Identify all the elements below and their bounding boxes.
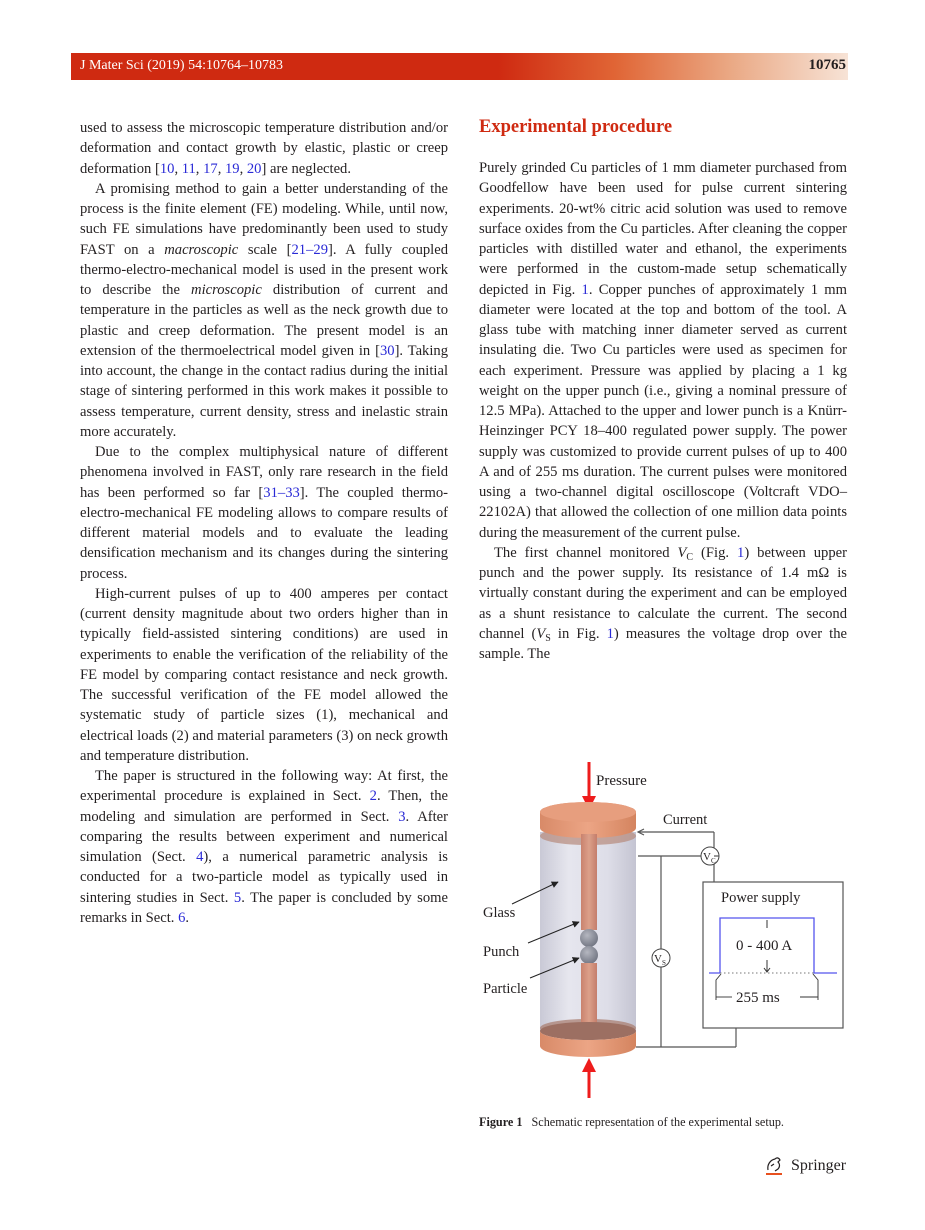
figure-caption-label: Figure 1: [479, 1115, 523, 1129]
paragraph: The paper is structured in the following way: At first, the experimental procedure is explained in Sect. 2. Then, the modeling and simulation are performed in Sect. 3. After comparing the results between experiment and numerical simulation (Sect. 4), a numerical parametric analysis is conducted for a two-particle model as typically used in sintering studies in Sect. 5. The paper is concluded by some remarks in Sect. 6.: [80, 768, 448, 926]
publisher-logo: [763, 1155, 846, 1177]
amplitude-label: 0 - 400 A: [736, 938, 793, 954]
svg-text:V: V: [654, 953, 662, 965]
voltmeter-vs-icon: [652, 949, 670, 967]
svg-text:V: V: [703, 851, 711, 863]
circuit-wires: [636, 832, 736, 1047]
springer-horse-icon: [763, 1155, 785, 1177]
citation-link[interactable]: 17: [203, 160, 218, 177]
citation-link[interactable]: 10: [159, 160, 175, 177]
citation-link[interactable]: 30: [379, 342, 395, 359]
particle-bottom: [580, 946, 598, 964]
figure-link[interactable]: 1: [581, 281, 589, 298]
particle-label: Particle: [483, 981, 528, 997]
paragraph: used to assess the microscopic temperature distribution and/or deformation and contact growth by elastic, plastic or creep deformation [10, 11, 17, 19, 20] are neglected.: [80, 120, 448, 177]
section-link[interactable]: 5: [233, 889, 242, 906]
section-link[interactable]: 2: [369, 788, 377, 805]
figure-link[interactable]: 1: [606, 625, 614, 642]
paragraph: The first channel monitored $V_C$ (Fig. 1) between upper punch and the power supply. Its resistance of 1.4 mΩ is virtually constant during the experiment and can be employed as a shunt resistance to calculate the current. The second channel ($V_S$ in Fig. 1) measures the voltage drop over the sample. The: [479, 544, 848, 662]
section-heading: Experimental procedure: [479, 117, 673, 137]
right-column: [479, 158, 847, 664]
section-link[interactable]: 4: [196, 849, 204, 865]
current-label: Current: [663, 812, 708, 828]
journal-citation: J Mater Sci (2019) 54:10764–10783: [80, 58, 283, 73]
paragraph: Purely grinded Cu particles of 1 mm diameter purchased from Goodfellow have been used for pulse current sintering experiments. 20-wt% citric acid solution was used to remove surface oxides from the Cu particles. After cleaning the copper particles with distilled water and ethanol, the experiments were performed in the custom-made setup schematically depicted in Fig. 1. Copper punches of approximately 1 mm diameter were located at the top and bottom of the tool. A glass tube with matching inner diameter served as current insulating die. Two Cu particles were used as specimen for each experiment. Pressure was applied by placing a 1 kg weight on the upper punch (i.e., giving a nominal pressure of 12.5 MPa). Attached to the upper and lower punch is a Knürr-Heinzinger PCY 18–400 regulated power supply. The power supply was customized to provide current pulses of up to 400 A and of 255 ms duration. The current pulses were monitored using a two-channel digital oscilloscope (Voltcraft VDO–22102A) that allowed the collection of one million data points during the measurement of the current pulse.: [479, 160, 847, 541]
lower-punch: [581, 963, 597, 1029]
svg-text:S: S: [662, 959, 666, 967]
paragraph: High-current pulses of up to 400 amperes per contact (current density magnitude about two orders higher than in typically field-assisted sintering conditions) are used in experiments to enable the verification of the reliability of the FE model by comparing contact resistance and neck growth. The successful verification of the FE model allowed the systematic study of particle sizes (1), mechanical and electrical loads (2) and material parameters (3) on neck growth and temperature distribution.: [80, 585, 448, 764]
pressure-label: Pressure: [596, 773, 647, 789]
glass-label: Glass: [483, 905, 516, 921]
citation-link[interactable]: 19: [224, 160, 240, 177]
pressure-arrow-bottom: [582, 1058, 596, 1098]
section-link[interactable]: 6: [178, 909, 186, 926]
publisher-name: Springer: [791, 1157, 847, 1174]
upper-punch: [581, 834, 597, 930]
left-column: [80, 118, 448, 928]
power-supply-label: Power supply: [721, 890, 801, 906]
page-number: 10765: [808, 57, 846, 73]
running-header: [71, 53, 848, 80]
citation-link[interactable]: 11: [181, 160, 196, 177]
paragraph: Due to the complex multiphysical nature of different phenomena involved in FAST, only rare research in the field has been performed so far [31–33]. The coupled thermo-electro-mechanical FE modeling allows to compare results of different material models and to evaluate the leading densification mechanism and its changes during the sintering process.: [80, 444, 448, 582]
citation-link[interactable]: 20: [246, 160, 262, 177]
figure-link[interactable]: 1: [737, 544, 745, 561]
paragraph: A promising method to gain a better understanding of the process is the finite element (FE) modeling. While, until now, such FE simulations have predominantly been used to study FAST on a macroscopic scale [21–29]. A fully coupled thermo-electro-mechanical model is used in the present work to describe the microscopic distribution of current and temperature in the particles as well as the neck growth due to plastic and creep deformation. The present model is an extension of the thermoelectrical model given in [30]. Taking into account, the change in the contact radius during the initial stage of sintering performed in this work makes it possible to assess temperature, current density, stress and inelastic strain more accurately.: [80, 180, 448, 440]
lower-electrode: [540, 1022, 636, 1057]
svg-text:C: C: [711, 857, 716, 865]
duration-label: 255 ms: [736, 990, 780, 1006]
citation-link[interactable]: 21–29: [291, 241, 328, 258]
citation-link[interactable]: 31–33: [263, 484, 300, 501]
figure-1-schematic: [478, 760, 868, 1100]
figure-caption: [479, 1115, 784, 1130]
figure-caption-text: Schematic representation of the experimental setup.: [531, 1115, 784, 1129]
section-link[interactable]: 3: [398, 808, 406, 825]
particle-top: [580, 929, 598, 947]
punch-label: Punch: [483, 944, 520, 960]
upper-electrode: [540, 802, 636, 838]
